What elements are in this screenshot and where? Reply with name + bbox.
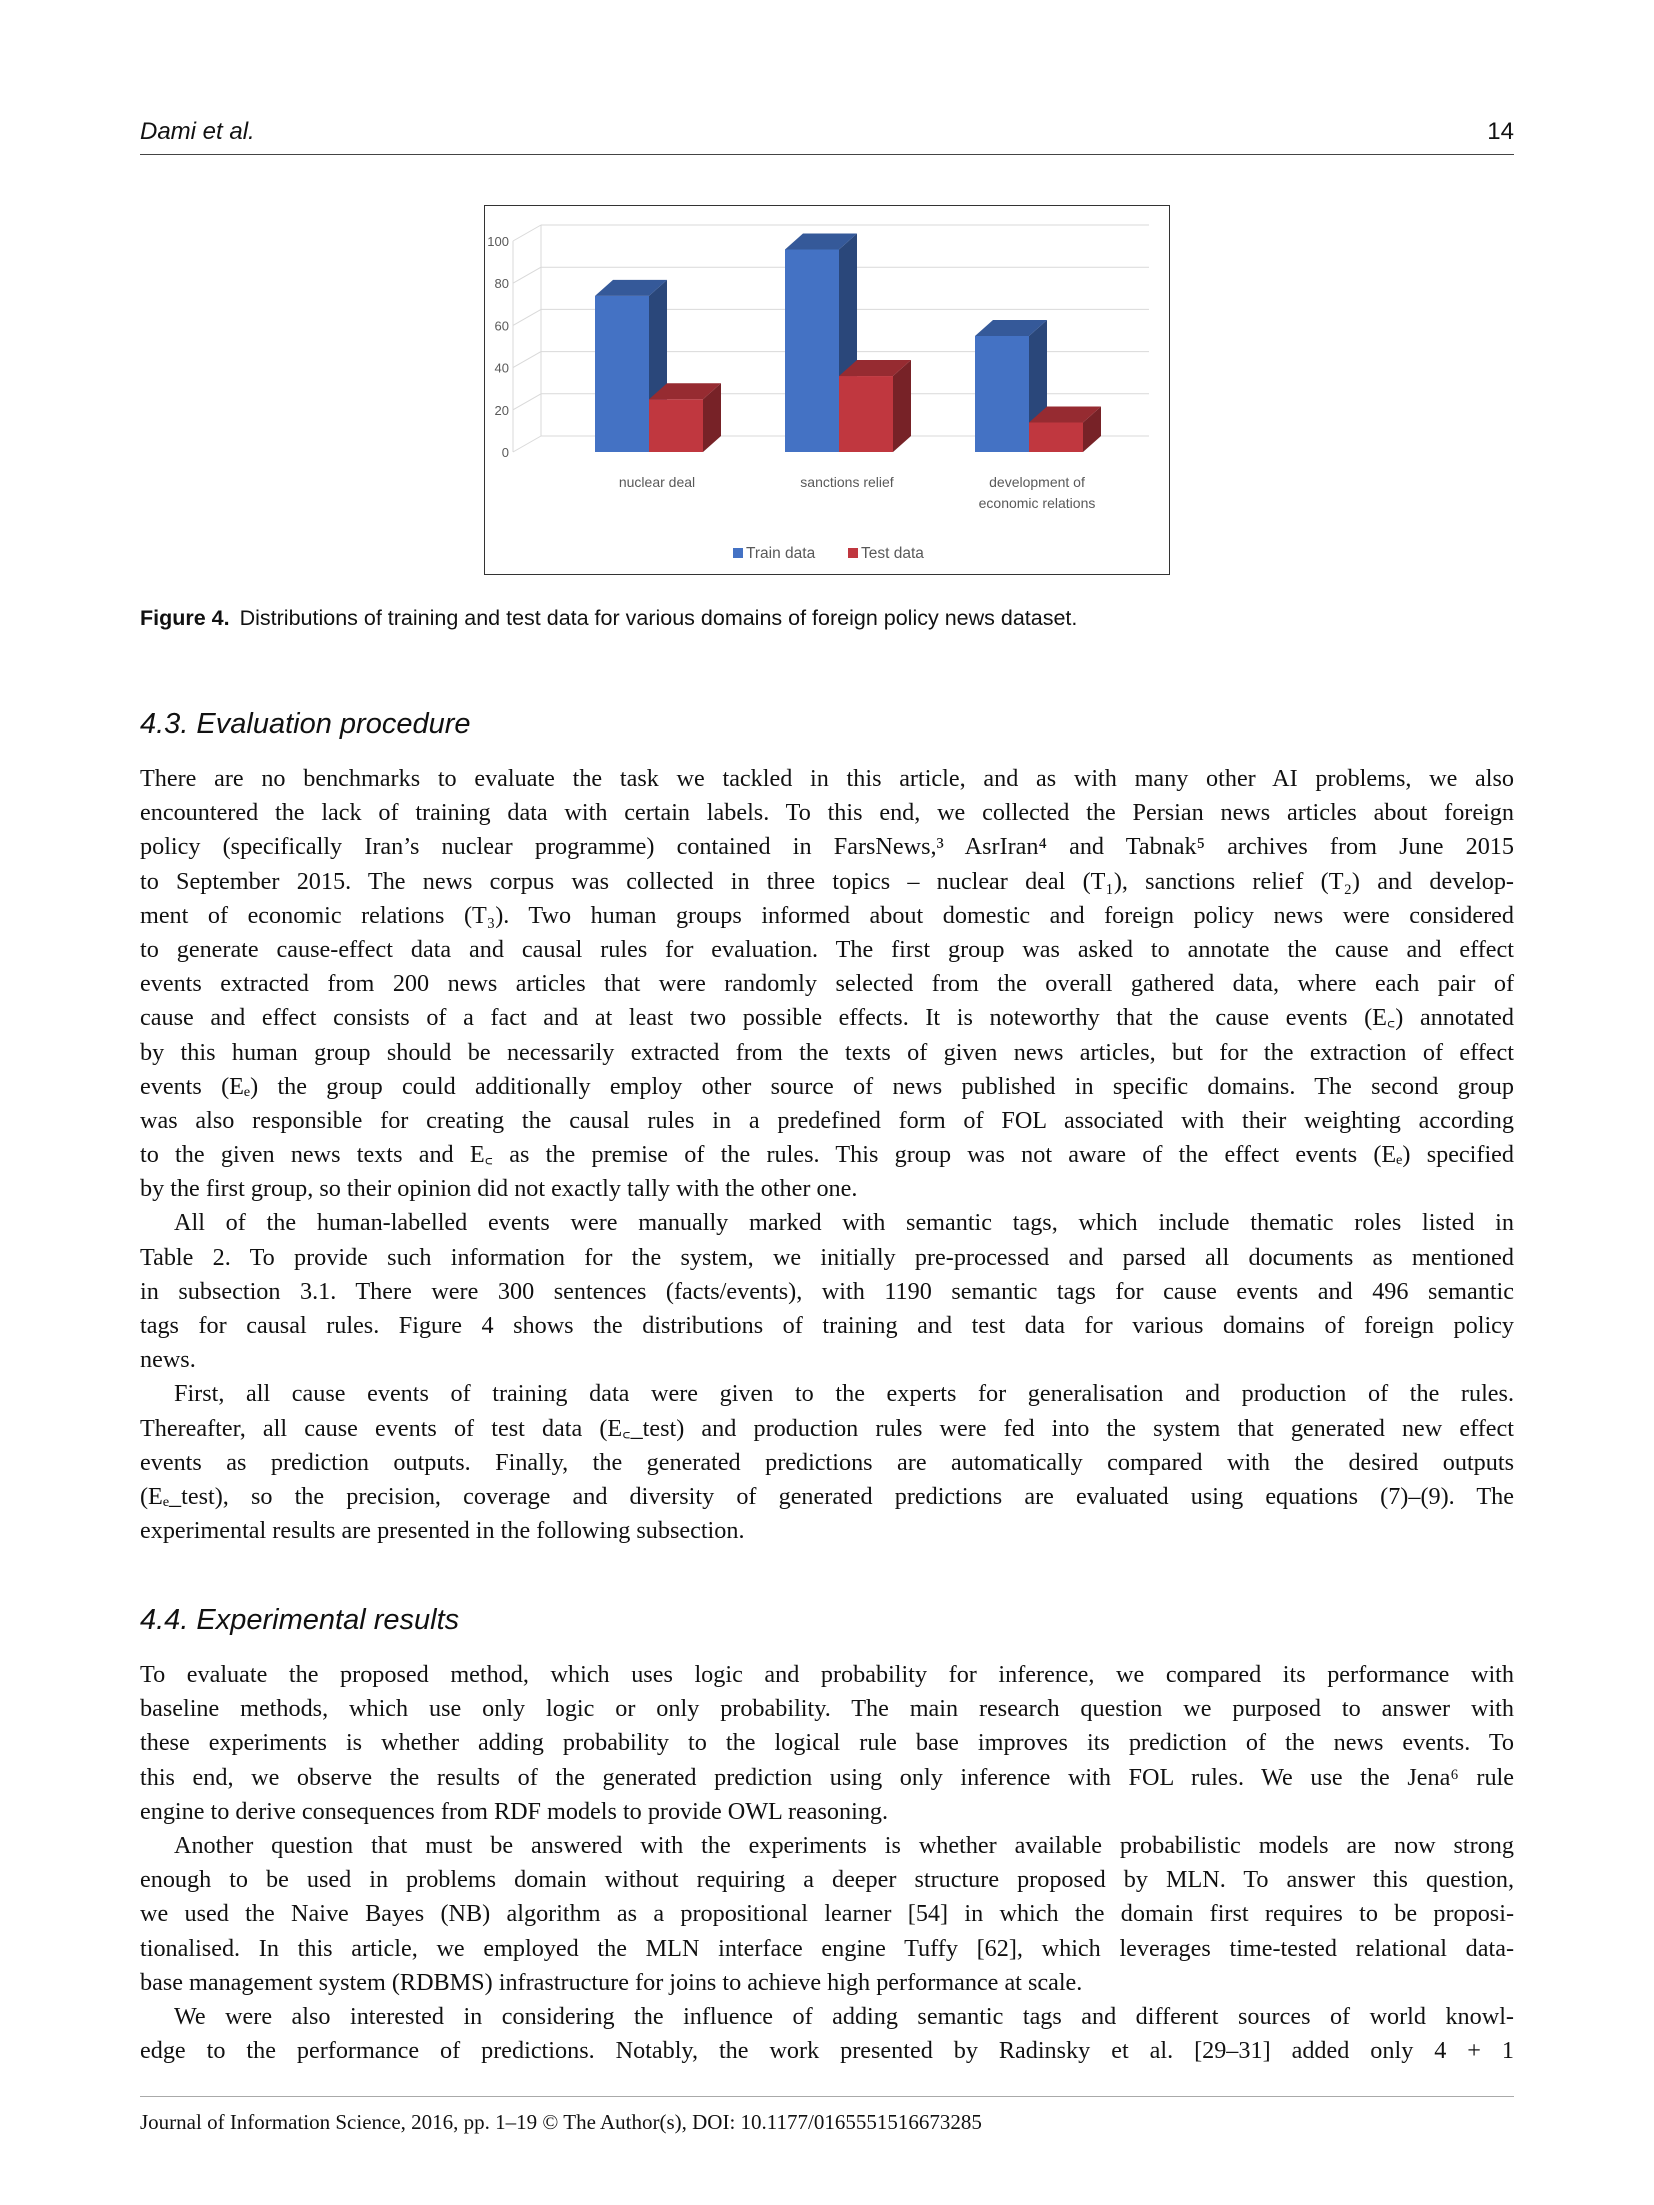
text-line: policy (specifically Iran’s nuclear programme) contained in FarsNews,³ AsrIran⁴ and Tabnak⁵ archives from June 2015 bbox=[140, 833, 1514, 861]
running-header-authors: Dami et al. bbox=[140, 118, 255, 145]
figure-caption bbox=[140, 606, 1514, 631]
text-line: to the given news texts and E꜀ as the premise of the rules. This group was not aware of the effect events (Eₑ) specified bbox=[140, 1141, 1514, 1169]
section-heading-4-4: 4.4. Experimental results bbox=[140, 1604, 460, 1636]
x-category-label: economic relations bbox=[978, 495, 1096, 511]
bar-side bbox=[893, 360, 911, 452]
text-line: by this human group should be necessarily extracted from the texts of given news articles, but for the extraction of effect bbox=[140, 1038, 1514, 1066]
text-line: (Eₑ_test), so the precision, coverage and diversity of generated predictions are evaluated using equations (7)–(9). The bbox=[140, 1482, 1514, 1510]
text-line: was also responsible for creating the causal rules in a predefined form of FOL associated with their weighting according bbox=[140, 1106, 1514, 1134]
text-line: Another question that must be answered with the experiments is whether available probabilistic models are now strong bbox=[174, 1831, 1514, 1859]
text-line: cause and effect consists of a fact and at least two possible effects. It is noteworthy that the cause events (E꜀) annotated bbox=[140, 1004, 1514, 1032]
text-line: All of the human-labelled events were manually marked with semantic tags, which include thematic roles listed in bbox=[174, 1209, 1514, 1237]
figure-caption-text: Distributions of training and test data for various domains of foreign policy news dataset. bbox=[239, 606, 1078, 630]
section-body-4-3 bbox=[140, 762, 1514, 1548]
page-number: 14 bbox=[1487, 118, 1514, 145]
text-line: tags for causal rules. Figure 4 shows the distributions of training and test data for various domains of foreign policy bbox=[140, 1312, 1514, 1339]
section-body-4-4 bbox=[140, 1658, 1514, 2068]
text-line: Thereafter, all cause events of test data (E꜀_test) and production rules were fed into the system that generated new effect bbox=[140, 1414, 1514, 1442]
text-line: to September 2015. The news corpus was collected in three topics – nuclear deal (T₁), sanctions relief (T₂) and develop- bbox=[140, 867, 1514, 895]
text-line: tionalised. In this article, we employed the MLN interface engine Tuffy [62], which leverages time-tested relational data- bbox=[140, 1934, 1514, 1962]
gridline-diagonal bbox=[513, 309, 541, 325]
text-line: events extracted from 200 news articles that were randomly selected from the overall gathered data, where each pair of bbox=[140, 970, 1514, 998]
text-line: encountered the lack of training data with certain labels. To this end, we collected the Persian news articles about foreign bbox=[140, 799, 1514, 827]
bar-test-data bbox=[649, 399, 703, 452]
running-header bbox=[140, 114, 1514, 155]
text-line: to generate cause-effect data and causal rules for evaluation. The first group was asked to annotate the cause and effect bbox=[140, 935, 1514, 963]
text-line: this end, we observe the results of the generated prediction using only inference with FOL rules. We use the Jena⁶ rule bbox=[140, 1763, 1514, 1791]
legend-swatch bbox=[733, 548, 743, 558]
text-line: events (Eₑ) the group could additionally employ other source of news published in specific domains. The second group bbox=[140, 1072, 1514, 1100]
gridline-diagonal bbox=[513, 267, 541, 283]
text-line: events as prediction outputs. Finally, the generated predictions are automatically compared with the desired outputs bbox=[140, 1448, 1514, 1476]
page-footer: Journal of Information Science, 2016, pp. 1–19 © The Author(s), DOI: 10.1177/0165551516673285 bbox=[140, 2110, 982, 2134]
legend-label: Test data bbox=[861, 545, 924, 562]
section-heading-4-3: 4.3. Evaluation procedure bbox=[140, 708, 471, 740]
text-line: base management system (RDBMS) infrastructure for joins to achieve high performance at scale. bbox=[140, 1968, 1083, 1996]
text-line: There are no benchmarks to evaluate the task we tackled in this article, and as with many other AI problems, we also bbox=[140, 765, 1514, 792]
figure-4-chart bbox=[484, 205, 1170, 575]
gridline-diagonal bbox=[513, 225, 541, 241]
gridline-diagonal bbox=[513, 352, 541, 368]
text-line: in subsection 3.1. There were 300 sentences (facts/events), with 1190 semantic tags for cause events and 496 semantic bbox=[140, 1277, 1514, 1305]
y-tick-label: 80 bbox=[494, 276, 509, 292]
bar-train-data bbox=[785, 249, 839, 452]
text-line: We were also interested in considering the influence of adding semantic tags and different sources of world knowl- bbox=[174, 2002, 1514, 2030]
x-category-label: sanctions relief bbox=[800, 474, 894, 490]
y-tick-label: 60 bbox=[494, 318, 509, 334]
text-line: we used the Naive Bayes (NB) algorithm as a propositional learner [54] in which the domain first requires to be proposi- bbox=[140, 1900, 1514, 1928]
bar-train-data bbox=[975, 336, 1029, 452]
bar-chart bbox=[485, 206, 1171, 576]
text-line: baseline methods, which use only logic or only probability. The main research question we purposed to answer with bbox=[140, 1695, 1514, 1723]
y-tick-label: 40 bbox=[494, 360, 509, 376]
text-line: by the first group, so their opinion did not exactly tally with the other one. bbox=[140, 1175, 858, 1203]
x-category-label: development of bbox=[989, 474, 1085, 490]
text-line: Table 2. To provide such information for the system, we initially pre-processed and parsed all documents as mentioned bbox=[140, 1243, 1514, 1271]
figure-caption-label: Figure 4. bbox=[140, 606, 230, 630]
text-line: engine to derive consequences from RDF models to provide OWL reasoning. bbox=[140, 1797, 889, 1825]
text-line: experimental results are presented in the following subsection. bbox=[140, 1517, 745, 1545]
bar-test-data bbox=[1029, 422, 1083, 452]
text-line: To evaluate the proposed method, which uses logic and probability for inference, we compared its performance with bbox=[140, 1661, 1514, 1688]
bar-train-data bbox=[595, 296, 649, 452]
gridline-diagonal bbox=[513, 436, 541, 452]
text-line: these experiments is whether adding probability to the logical rule base improves its prediction of the news events. To bbox=[140, 1729, 1514, 1757]
text-line: ment of economic relations (T₃). Two human groups informed about domestic and foreign policy news were considered bbox=[140, 901, 1514, 929]
x-category-label: nuclear deal bbox=[618, 474, 696, 490]
y-tick-label: 100 bbox=[487, 234, 509, 249]
text-line: First, all cause events of training data were given to the experts for generalisation and production of the rules. bbox=[174, 1380, 1514, 1408]
footer-divider bbox=[140, 2096, 1514, 2097]
y-tick-label: 20 bbox=[494, 402, 509, 418]
text-line: edge to the performance of predictions. Notably, the work presented by Radinsky et al. [29–31] added only 4 + 1 bbox=[140, 2037, 1514, 2065]
bar-test-data bbox=[839, 376, 893, 452]
gridline-diagonal bbox=[513, 394, 541, 410]
text-line: news. bbox=[140, 1346, 196, 1374]
legend-label: Train data bbox=[746, 545, 816, 562]
text-line: enough to be used in problems domain without requiring a deeper structure proposed by MLN. To answer this question, bbox=[140, 1866, 1514, 1894]
y-tick-label: 0 bbox=[501, 445, 509, 460]
legend-swatch bbox=[848, 548, 858, 558]
